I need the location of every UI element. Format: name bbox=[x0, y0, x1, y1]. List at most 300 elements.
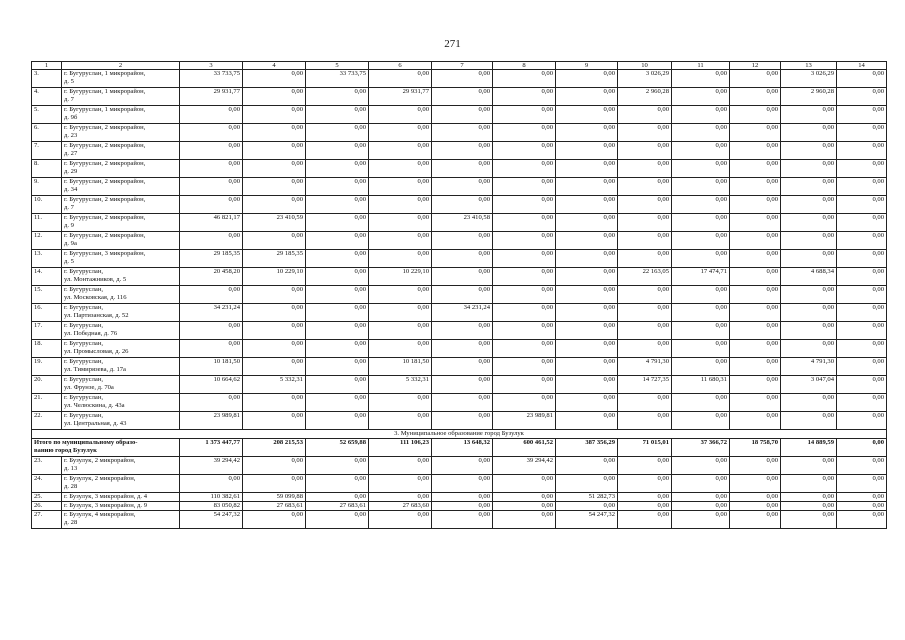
value-cell: 0,00 bbox=[730, 304, 781, 322]
table-row bbox=[32, 214, 887, 232]
value-cell: 2 960,28 bbox=[618, 88, 672, 106]
value-cell: 0,00 bbox=[730, 475, 781, 493]
value-cell: 0,00 bbox=[618, 502, 672, 511]
column-number: 3 bbox=[180, 62, 243, 70]
address-cell: г. Бугуруслан, 2 микрорайон, д. 7 bbox=[62, 196, 180, 214]
value-cell: 0,00 bbox=[432, 196, 493, 214]
value-cell: 0,00 bbox=[369, 322, 432, 340]
address-cell: г. Бугуруслан, 2 микрорайон, д. 23 bbox=[62, 124, 180, 142]
value-cell: 0,00 bbox=[672, 124, 730, 142]
row-number: 21. bbox=[32, 394, 62, 412]
value-cell: 0,00 bbox=[243, 196, 306, 214]
value-cell: 0,00 bbox=[369, 394, 432, 412]
address-cell: г. Бугуруслан, ул. Центральная, д. 43 bbox=[62, 412, 180, 430]
value-cell: 0,00 bbox=[730, 340, 781, 358]
value-cell: 0,00 bbox=[837, 394, 887, 412]
address-cell: г. Бугуруслан, 2 микрорайон, д. 34 bbox=[62, 178, 180, 196]
value-cell: 0,00 bbox=[369, 196, 432, 214]
value-cell: 0,00 bbox=[306, 493, 369, 502]
value-cell: 39 294,42 bbox=[493, 457, 556, 475]
value-cell: 27 683,60 bbox=[369, 502, 432, 511]
value-cell: 0,00 bbox=[730, 268, 781, 286]
value-cell: 0,00 bbox=[781, 340, 837, 358]
value-cell: 0,00 bbox=[369, 124, 432, 142]
value-cell: 0,00 bbox=[180, 124, 243, 142]
table-row bbox=[32, 502, 887, 511]
value-cell: 0,00 bbox=[837, 358, 887, 376]
value-cell: 0,00 bbox=[730, 412, 781, 430]
value-cell: 0,00 bbox=[306, 286, 369, 304]
column-number: 5 bbox=[306, 62, 369, 70]
value-cell: 0,00 bbox=[672, 304, 730, 322]
value-cell: 22 163,05 bbox=[618, 268, 672, 286]
value-cell: 0,00 bbox=[837, 70, 887, 88]
address-cell: г. Бугуруслан, 2 микрорайон, д. 9 bbox=[62, 214, 180, 232]
value-cell: 23 989,81 bbox=[180, 412, 243, 430]
value-cell: 0,00 bbox=[672, 232, 730, 250]
value-cell: 0,00 bbox=[672, 457, 730, 475]
table-row bbox=[32, 106, 887, 124]
value-cell: 0,00 bbox=[837, 214, 887, 232]
address-cell: г. Бугуруслан, 2 микрорайон, д. 29 bbox=[62, 160, 180, 178]
value-cell: 0,00 bbox=[556, 124, 618, 142]
column-number: 10 bbox=[618, 62, 672, 70]
table-row bbox=[32, 268, 887, 286]
total-value: 71 015,01 bbox=[618, 439, 672, 457]
value-cell: 0,00 bbox=[306, 322, 369, 340]
table-row bbox=[32, 394, 887, 412]
column-number: 2 bbox=[62, 62, 180, 70]
value-cell: 3 026,29 bbox=[618, 70, 672, 88]
value-cell: 0,00 bbox=[306, 160, 369, 178]
column-number: 13 bbox=[781, 62, 837, 70]
value-cell: 46 821,17 bbox=[180, 214, 243, 232]
value-cell: 0,00 bbox=[730, 457, 781, 475]
column-number: 7 bbox=[432, 62, 493, 70]
row-number: 26. bbox=[32, 502, 62, 511]
value-cell: 0,00 bbox=[556, 214, 618, 232]
value-cell: 0,00 bbox=[556, 196, 618, 214]
value-cell: 0,00 bbox=[730, 493, 781, 502]
column-number: 14 bbox=[837, 62, 887, 70]
value-cell: 0,00 bbox=[243, 178, 306, 196]
value-cell: 4 688,34 bbox=[781, 268, 837, 286]
value-cell: 0,00 bbox=[730, 232, 781, 250]
value-cell: 0,00 bbox=[306, 250, 369, 268]
value-cell: 0,00 bbox=[493, 475, 556, 493]
value-cell: 0,00 bbox=[493, 340, 556, 358]
value-cell: 0,00 bbox=[618, 250, 672, 268]
value-cell: 0,00 bbox=[618, 232, 672, 250]
value-cell: 0,00 bbox=[493, 178, 556, 196]
value-cell: 0,00 bbox=[306, 412, 369, 430]
value-cell: 0,00 bbox=[493, 214, 556, 232]
address-cell: г. Бугуруслан, ул. Челюскина, д. 43а bbox=[62, 394, 180, 412]
value-cell: 0,00 bbox=[306, 268, 369, 286]
row-number: 7. bbox=[32, 142, 62, 160]
address-cell: г. Бугуруслан, ул. Монтажников, д. 5 bbox=[62, 268, 180, 286]
table-row bbox=[32, 511, 887, 529]
value-cell: 33 733,75 bbox=[180, 70, 243, 88]
value-cell: 0,00 bbox=[369, 160, 432, 178]
value-cell: 0,00 bbox=[369, 457, 432, 475]
value-cell: 0,00 bbox=[556, 142, 618, 160]
row-number: 19. bbox=[32, 358, 62, 376]
value-cell: 0,00 bbox=[837, 232, 887, 250]
value-cell: 10 181,50 bbox=[369, 358, 432, 376]
data-table bbox=[31, 61, 887, 529]
value-cell: 14 727,35 bbox=[618, 376, 672, 394]
value-cell: 0,00 bbox=[556, 340, 618, 358]
value-cell: 23 410,58 bbox=[432, 214, 493, 232]
value-cell: 0,00 bbox=[781, 286, 837, 304]
value-cell: 0,00 bbox=[432, 376, 493, 394]
value-cell: 0,00 bbox=[837, 475, 887, 493]
value-cell: 0,00 bbox=[369, 232, 432, 250]
value-cell: 0,00 bbox=[306, 376, 369, 394]
value-cell: 0,00 bbox=[730, 322, 781, 340]
value-cell: 0,00 bbox=[837, 124, 887, 142]
value-cell: 0,00 bbox=[618, 394, 672, 412]
table-row bbox=[32, 340, 887, 358]
table-row bbox=[32, 142, 887, 160]
value-cell: 0,00 bbox=[618, 322, 672, 340]
value-cell: 0,00 bbox=[180, 178, 243, 196]
value-cell: 0,00 bbox=[243, 304, 306, 322]
value-cell: 0,00 bbox=[837, 511, 887, 529]
value-cell: 0,00 bbox=[556, 88, 618, 106]
value-cell: 39 294,42 bbox=[180, 457, 243, 475]
value-cell: 0,00 bbox=[493, 88, 556, 106]
value-cell: 0,00 bbox=[369, 412, 432, 430]
value-cell: 0,00 bbox=[672, 142, 730, 160]
value-cell: 0,00 bbox=[432, 88, 493, 106]
value-cell: 4 791,30 bbox=[618, 358, 672, 376]
value-cell: 0,00 bbox=[730, 511, 781, 529]
value-cell: 0,00 bbox=[306, 511, 369, 529]
value-cell: 0,00 bbox=[556, 70, 618, 88]
row-number: 9. bbox=[32, 178, 62, 196]
value-cell: 0,00 bbox=[493, 70, 556, 88]
value-cell: 0,00 bbox=[369, 142, 432, 160]
value-cell: 0,00 bbox=[432, 232, 493, 250]
value-cell: 0,00 bbox=[672, 394, 730, 412]
value-cell: 0,00 bbox=[243, 340, 306, 358]
value-cell: 0,00 bbox=[243, 394, 306, 412]
value-cell: 0,00 bbox=[730, 196, 781, 214]
value-cell: 0,00 bbox=[556, 358, 618, 376]
value-cell: 0,00 bbox=[556, 475, 618, 493]
value-cell: 0,00 bbox=[730, 286, 781, 304]
value-cell: 0,00 bbox=[556, 322, 618, 340]
address-cell: г. Бузулук, 4 микрорайон, д. 28 bbox=[62, 511, 180, 529]
value-cell: 0,00 bbox=[432, 250, 493, 268]
value-cell: 0,00 bbox=[306, 232, 369, 250]
value-cell: 0,00 bbox=[493, 493, 556, 502]
value-cell: 0,00 bbox=[618, 124, 672, 142]
row-number: 17. bbox=[32, 322, 62, 340]
value-cell: 23 989,81 bbox=[493, 412, 556, 430]
table-row bbox=[32, 457, 887, 475]
value-cell: 0,00 bbox=[180, 322, 243, 340]
value-cell: 0,00 bbox=[493, 196, 556, 214]
value-cell: 0,00 bbox=[493, 511, 556, 529]
value-cell: 0,00 bbox=[432, 160, 493, 178]
value-cell: 0,00 bbox=[837, 106, 887, 124]
value-cell: 51 282,73 bbox=[556, 493, 618, 502]
value-cell: 0,00 bbox=[672, 106, 730, 124]
value-cell: 0,00 bbox=[672, 286, 730, 304]
value-cell: 0,00 bbox=[672, 475, 730, 493]
value-cell: 0,00 bbox=[180, 232, 243, 250]
value-cell: 20 458,20 bbox=[180, 268, 243, 286]
value-cell: 0,00 bbox=[369, 250, 432, 268]
value-cell: 0,00 bbox=[432, 493, 493, 502]
table-row bbox=[32, 322, 887, 340]
row-number: 11. bbox=[32, 214, 62, 232]
value-cell: 0,00 bbox=[730, 394, 781, 412]
table-row bbox=[32, 475, 887, 493]
address-cell: г. Бугуруслан, ул. Тимирязева, д. 17а bbox=[62, 358, 180, 376]
value-cell: 0,00 bbox=[672, 196, 730, 214]
value-cell: 0,00 bbox=[672, 511, 730, 529]
value-cell: 0,00 bbox=[556, 412, 618, 430]
total-value: 52 659,88 bbox=[306, 439, 369, 457]
table-row bbox=[32, 250, 887, 268]
value-cell: 0,00 bbox=[556, 304, 618, 322]
value-cell: 0,00 bbox=[837, 142, 887, 160]
table-row bbox=[32, 160, 887, 178]
table-row bbox=[32, 358, 887, 376]
value-cell: 0,00 bbox=[180, 475, 243, 493]
total-value: 111 106,23 bbox=[369, 439, 432, 457]
value-cell: 110 382,61 bbox=[180, 493, 243, 502]
value-cell: 0,00 bbox=[493, 124, 556, 142]
table-row bbox=[32, 232, 887, 250]
value-cell: 11 680,31 bbox=[672, 376, 730, 394]
value-cell: 0,00 bbox=[493, 376, 556, 394]
value-cell: 0,00 bbox=[243, 358, 306, 376]
row-number: 20. bbox=[32, 376, 62, 394]
value-cell: 0,00 bbox=[306, 214, 369, 232]
value-cell: 0,00 bbox=[730, 376, 781, 394]
address-cell: г. Бугуруслан, 3 микрорайон, д. 5 bbox=[62, 250, 180, 268]
value-cell: 29 931,77 bbox=[180, 88, 243, 106]
row-number: 14. bbox=[32, 268, 62, 286]
value-cell: 0,00 bbox=[243, 88, 306, 106]
value-cell: 0,00 bbox=[243, 511, 306, 529]
value-cell: 5 332,31 bbox=[369, 376, 432, 394]
column-number: 9 bbox=[556, 62, 618, 70]
value-cell: 0,00 bbox=[432, 511, 493, 529]
value-cell: 0,00 bbox=[781, 304, 837, 322]
column-number: 4 bbox=[243, 62, 306, 70]
value-cell: 0,00 bbox=[672, 214, 730, 232]
table-row bbox=[32, 178, 887, 196]
section-title: 3. Муниципальное образование город Бузулук bbox=[32, 430, 887, 439]
value-cell: 0,00 bbox=[432, 412, 493, 430]
value-cell: 0,00 bbox=[180, 106, 243, 124]
total-value: 37 366,72 bbox=[672, 439, 730, 457]
row-number: 18. bbox=[32, 340, 62, 358]
table-row bbox=[32, 124, 887, 142]
value-cell: 0,00 bbox=[672, 160, 730, 178]
value-cell: 0,00 bbox=[243, 124, 306, 142]
value-cell: 0,00 bbox=[837, 457, 887, 475]
address-cell: г. Бугуруслан, ул. Промысловая, д. 26 bbox=[62, 340, 180, 358]
total-value: 0,00 bbox=[837, 439, 887, 457]
value-cell: 0,00 bbox=[837, 322, 887, 340]
value-cell: 54 247,32 bbox=[556, 511, 618, 529]
value-cell: 0,00 bbox=[493, 502, 556, 511]
value-cell: 0,00 bbox=[432, 358, 493, 376]
value-cell: 0,00 bbox=[781, 412, 837, 430]
total-label: Итого по муниципальному образо- ванию город Бузулук bbox=[32, 439, 180, 457]
table-row bbox=[32, 286, 887, 304]
row-number: 4. bbox=[32, 88, 62, 106]
value-cell: 0,00 bbox=[493, 322, 556, 340]
value-cell: 0,00 bbox=[493, 160, 556, 178]
address-cell: г. Бугуруслан, ул. Партизанская, д. 52 bbox=[62, 304, 180, 322]
address-cell: г. Бугуруслан, 1 микрорайон, д. 9б bbox=[62, 106, 180, 124]
value-cell: 0,00 bbox=[369, 70, 432, 88]
address-cell: г. Бугуруслан, 2 микрорайон, д. 27 bbox=[62, 142, 180, 160]
value-cell: 0,00 bbox=[556, 268, 618, 286]
value-cell: 0,00 bbox=[618, 475, 672, 493]
total-value: 208 215,53 bbox=[243, 439, 306, 457]
value-cell: 0,00 bbox=[180, 286, 243, 304]
column-number: 8 bbox=[493, 62, 556, 70]
value-cell: 0,00 bbox=[432, 106, 493, 124]
value-cell: 0,00 bbox=[493, 286, 556, 304]
total-value: 14 889,59 bbox=[781, 439, 837, 457]
value-cell: 0,00 bbox=[556, 160, 618, 178]
value-cell: 0,00 bbox=[306, 178, 369, 196]
value-cell: 0,00 bbox=[493, 106, 556, 124]
column-number-row bbox=[32, 62, 887, 70]
value-cell: 0,00 bbox=[556, 457, 618, 475]
value-cell: 0,00 bbox=[243, 286, 306, 304]
value-cell: 0,00 bbox=[432, 142, 493, 160]
value-cell: 27 683,61 bbox=[306, 502, 369, 511]
value-cell: 0,00 bbox=[837, 412, 887, 430]
value-cell: 0,00 bbox=[306, 196, 369, 214]
value-cell: 0,00 bbox=[556, 178, 618, 196]
value-cell: 0,00 bbox=[369, 511, 432, 529]
value-cell: 0,00 bbox=[493, 268, 556, 286]
value-cell: 0,00 bbox=[672, 322, 730, 340]
value-cell: 0,00 bbox=[369, 178, 432, 196]
value-cell: 0,00 bbox=[493, 232, 556, 250]
value-cell: 0,00 bbox=[432, 70, 493, 88]
value-cell: 83 050,82 bbox=[180, 502, 243, 511]
value-cell: 0,00 bbox=[493, 250, 556, 268]
value-cell: 29 931,77 bbox=[369, 88, 432, 106]
value-cell: 0,00 bbox=[837, 493, 887, 502]
column-number: 6 bbox=[369, 62, 432, 70]
value-cell: 0,00 bbox=[672, 70, 730, 88]
value-cell: 59 099,88 bbox=[243, 493, 306, 502]
value-cell: 0,00 bbox=[369, 214, 432, 232]
address-cell: г. Бузулук, 3 микрорайон, д. 4 bbox=[62, 493, 180, 502]
value-cell: 0,00 bbox=[837, 340, 887, 358]
value-cell: 0,00 bbox=[243, 142, 306, 160]
value-cell: 4 791,30 bbox=[781, 358, 837, 376]
value-cell: 0,00 bbox=[493, 304, 556, 322]
value-cell: 0,00 bbox=[618, 178, 672, 196]
value-cell: 0,00 bbox=[306, 340, 369, 358]
value-cell: 0,00 bbox=[432, 124, 493, 142]
value-cell: 0,00 bbox=[306, 124, 369, 142]
total-row bbox=[32, 439, 887, 457]
value-cell: 0,00 bbox=[672, 340, 730, 358]
value-cell: 0,00 bbox=[672, 502, 730, 511]
address-cell: г. Бузулук, 2 микрорайон, д. 13 bbox=[62, 457, 180, 475]
row-number: 24. bbox=[32, 475, 62, 493]
value-cell: 0,00 bbox=[618, 457, 672, 475]
value-cell: 0,00 bbox=[618, 214, 672, 232]
value-cell: 34 231,24 bbox=[180, 304, 243, 322]
value-cell: 0,00 bbox=[243, 70, 306, 88]
column-number: 11 bbox=[672, 62, 730, 70]
table-row bbox=[32, 493, 887, 502]
total-value: 600 461,52 bbox=[493, 439, 556, 457]
value-cell: 0,00 bbox=[618, 511, 672, 529]
value-cell: 0,00 bbox=[432, 340, 493, 358]
value-cell: 0,00 bbox=[180, 196, 243, 214]
value-cell: 0,00 bbox=[730, 124, 781, 142]
value-cell: 0,00 bbox=[618, 304, 672, 322]
value-cell: 54 247,32 bbox=[180, 511, 243, 529]
value-cell: 0,00 bbox=[781, 124, 837, 142]
value-cell: 0,00 bbox=[837, 502, 887, 511]
value-cell: 0,00 bbox=[369, 493, 432, 502]
value-cell: 0,00 bbox=[432, 502, 493, 511]
value-cell: 2 960,28 bbox=[781, 88, 837, 106]
address-cell: г. Бугуруслан, ул. Победная, д. 76 bbox=[62, 322, 180, 340]
value-cell: 0,00 bbox=[837, 88, 887, 106]
value-cell: 0,00 bbox=[369, 286, 432, 304]
value-cell: 0,00 bbox=[306, 475, 369, 493]
value-cell: 0,00 bbox=[556, 250, 618, 268]
value-cell: 0,00 bbox=[837, 196, 887, 214]
value-cell: 0,00 bbox=[618, 286, 672, 304]
value-cell: 0,00 bbox=[243, 232, 306, 250]
value-cell: 0,00 bbox=[556, 286, 618, 304]
value-cell: 0,00 bbox=[837, 376, 887, 394]
value-cell: 0,00 bbox=[493, 142, 556, 160]
row-number: 5. bbox=[32, 106, 62, 124]
value-cell: 10 181,50 bbox=[180, 358, 243, 376]
value-cell: 3 047,04 bbox=[781, 376, 837, 394]
value-cell: 17 474,71 bbox=[672, 268, 730, 286]
value-cell: 0,00 bbox=[306, 88, 369, 106]
value-cell: 0,00 bbox=[781, 160, 837, 178]
value-cell: 0,00 bbox=[618, 106, 672, 124]
value-cell: 0,00 bbox=[730, 88, 781, 106]
value-cell: 0,00 bbox=[781, 394, 837, 412]
row-number: 8. bbox=[32, 160, 62, 178]
value-cell: 0,00 bbox=[306, 142, 369, 160]
value-cell: 0,00 bbox=[432, 475, 493, 493]
table-row bbox=[32, 196, 887, 214]
value-cell: 0,00 bbox=[837, 178, 887, 196]
table-row bbox=[32, 376, 887, 394]
value-cell: 0,00 bbox=[432, 457, 493, 475]
row-number: 3. bbox=[32, 70, 62, 88]
page-number: 271 bbox=[444, 38, 461, 50]
address-cell: г. Бугуруслан, 1 микрорайон, д. 5 bbox=[62, 70, 180, 88]
